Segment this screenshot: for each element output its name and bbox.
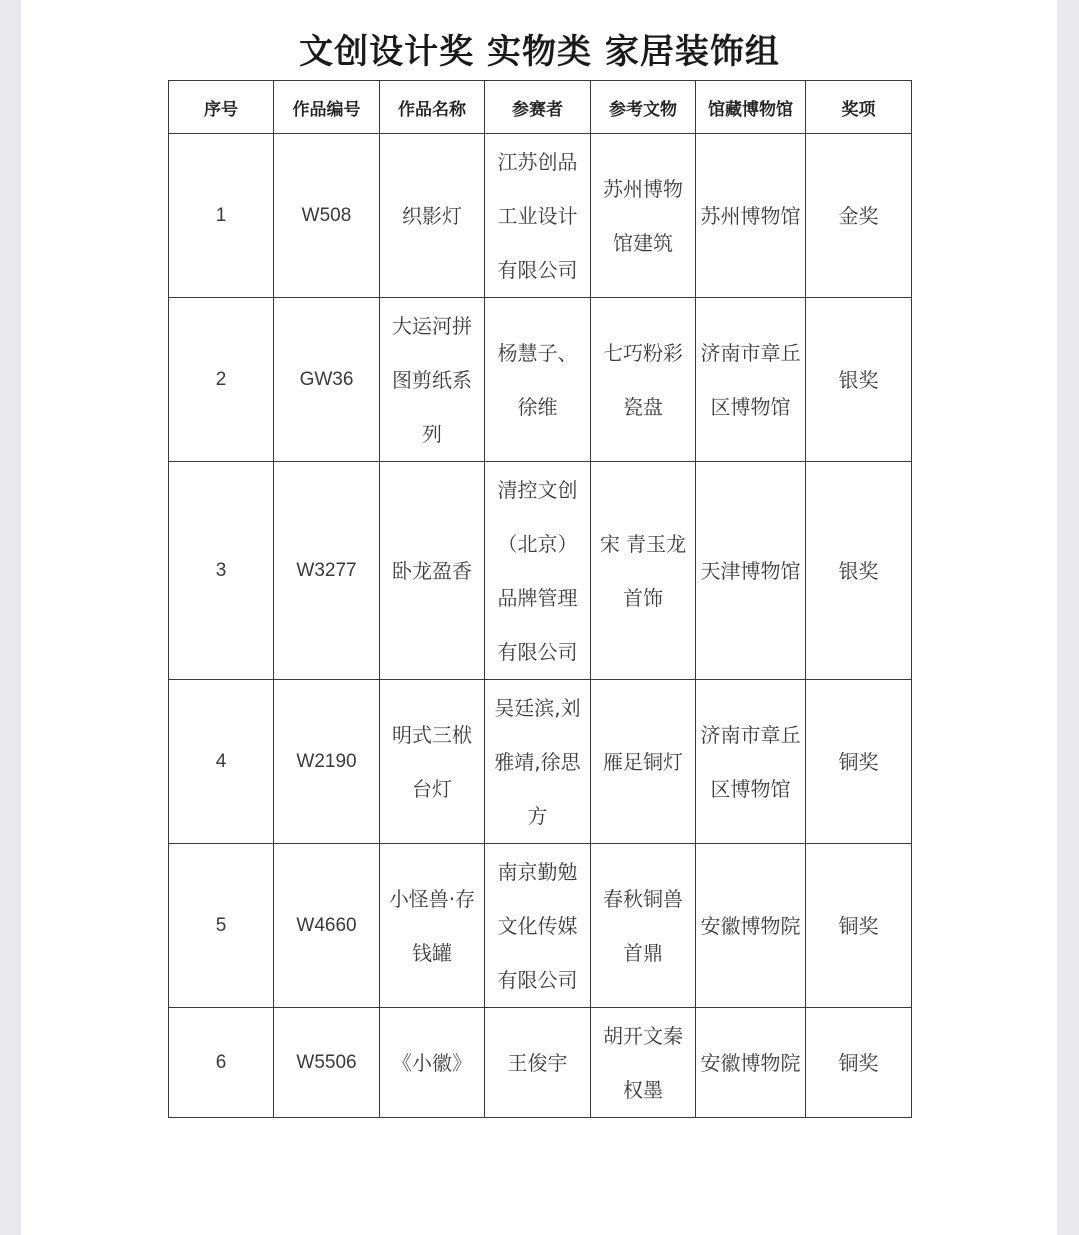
cell-work-id: W508	[274, 134, 380, 298]
header-index: 序号	[169, 81, 274, 134]
cell-award: 铜奖	[806, 844, 912, 1008]
table-row	[169, 462, 912, 680]
table-row	[169, 298, 912, 462]
table-row	[169, 844, 912, 1008]
cell-museum: 苏州博物馆	[696, 134, 806, 298]
cell-work-id: W4660	[274, 844, 380, 1008]
header-participant: 参赛者	[485, 81, 591, 134]
cell-work-name: 明式三栿台灯	[380, 680, 485, 844]
table-header-row	[169, 81, 912, 134]
header-work-id: 作品编号	[274, 81, 380, 134]
cell-reference-relic: 宋 青玉龙首饰	[591, 462, 696, 680]
cell-index: 1	[169, 134, 274, 298]
cell-reference-relic: 胡开文秦权墨	[591, 1008, 696, 1118]
cell-work-id: W5506	[274, 1008, 380, 1118]
awards-table	[168, 80, 912, 1118]
header-museum: 馆藏博物馆	[696, 81, 806, 134]
cell-museum: 天津博物馆	[696, 462, 806, 680]
cell-index: 6	[169, 1008, 274, 1118]
cell-work-name: 《小徽》	[380, 1008, 485, 1118]
cell-reference-relic: 苏州博物馆建筑	[591, 134, 696, 298]
table-row	[169, 134, 912, 298]
header-work-name: 作品名称	[380, 81, 485, 134]
cell-work-name: 卧龙盈香	[380, 462, 485, 680]
cell-index: 5	[169, 844, 274, 1008]
cell-participant: 清控文创（北京）品牌管理有限公司	[485, 462, 591, 680]
table-row	[169, 1008, 912, 1118]
cell-reference-relic: 雁足铜灯	[591, 680, 696, 844]
cell-work-name: 大运河拼图剪纸系列	[380, 298, 485, 462]
cell-award: 金奖	[806, 134, 912, 298]
page-title: 文创设计奖 实物类 家居装饰组	[299, 32, 780, 72]
cell-museum: 济南市章丘区博物馆	[696, 680, 806, 844]
cell-award: 铜奖	[806, 680, 912, 844]
cell-museum: 安徽博物院	[696, 1008, 806, 1118]
cell-participant: 南京勤勉文化传媒有限公司	[485, 844, 591, 1008]
header-award: 奖项	[806, 81, 912, 134]
cell-participant: 王俊宇	[485, 1008, 591, 1118]
cell-index: 4	[169, 680, 274, 844]
table-row	[169, 680, 912, 844]
cell-award: 铜奖	[806, 1008, 912, 1118]
cell-participant: 吴廷滨,刘雅靖,徐思方	[485, 680, 591, 844]
cell-participant: 杨慧子、徐维	[485, 298, 591, 462]
cell-work-name: 织影灯	[380, 134, 485, 298]
cell-museum: 济南市章丘区博物馆	[696, 298, 806, 462]
cell-work-id: GW36	[274, 298, 380, 462]
cell-work-name: 小怪兽·存钱罐	[380, 844, 485, 1008]
cell-reference-relic: 春秋铜兽首鼎	[591, 844, 696, 1008]
cell-participant: 江苏创品工业设计有限公司	[485, 134, 591, 298]
cell-award: 银奖	[806, 298, 912, 462]
cell-reference-relic: 七巧粉彩瓷盘	[591, 298, 696, 462]
cell-work-id: W3277	[274, 462, 380, 680]
cell-museum: 安徽博物院	[696, 844, 806, 1008]
cell-award: 银奖	[806, 462, 912, 680]
cell-index: 2	[169, 298, 274, 462]
cell-work-id: W2190	[274, 680, 380, 844]
header-reference-relic: 参考文物	[591, 81, 696, 134]
cell-index: 3	[169, 462, 274, 680]
